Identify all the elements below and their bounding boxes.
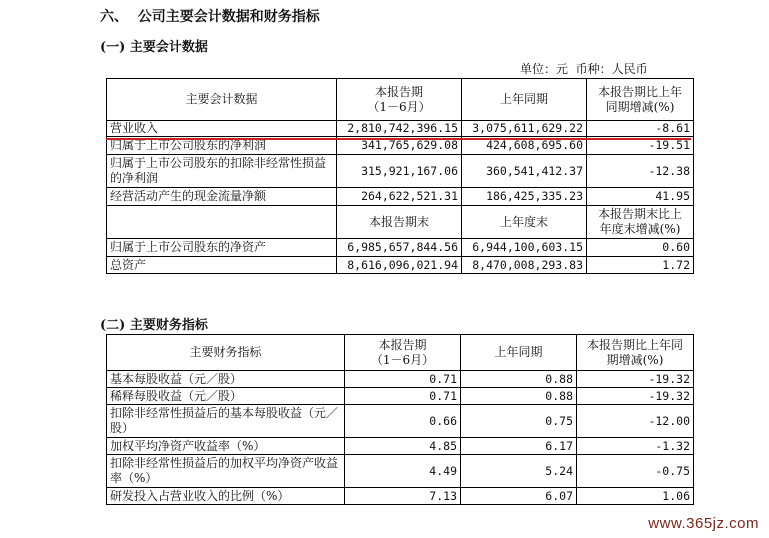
change-value: 0.60 [587, 239, 694, 257]
row-label: 扣除非经常性损益后的基本每股收益（元／股） [107, 405, 345, 438]
row-label: 基本每股收益（元／股） [107, 371, 345, 388]
change-value: -12.00 [577, 405, 694, 438]
current-value: 0.66 [345, 405, 461, 438]
change-value: -12.38 [587, 155, 694, 188]
row-label: 加权平均净资产收益率（%） [107, 438, 345, 455]
header-cell: 上年同期 [462, 79, 587, 121]
current-value: 8,616,096,021.94 [337, 257, 462, 274]
current-value: 0.71 [345, 371, 461, 388]
change-value: -19.32 [577, 371, 694, 388]
row-label: 归属于上市公司股东的净资产 [107, 239, 337, 257]
table-row [107, 188, 694, 206]
current-value: 6,985,657,844.56 [337, 239, 462, 257]
accounting-data-table [106, 78, 694, 274]
change-value: -19.51 [587, 137, 694, 155]
header-cell: 本报告期比上年 同期增减(%) [587, 79, 694, 121]
subsection-accounting-title: (一) 主要会计数据 [100, 40, 208, 55]
table-row [107, 488, 694, 505]
change-value: -0.75 [577, 455, 694, 488]
section-title: 六、 公司主要会计数据和财务指标 [100, 9, 320, 25]
header-cell: 本报告期 （1－6月） [337, 79, 462, 121]
table-row [107, 121, 694, 137]
header-cell: 上年度末 [462, 206, 587, 239]
header-cell: 本报告期 （1－6月） [345, 335, 461, 371]
row-label: 总资产 [107, 257, 337, 274]
row-label: 稀释每股收益（元／股） [107, 388, 345, 405]
prior-value: 186,425,335.23 [462, 188, 587, 206]
prior-value: 6.17 [461, 438, 577, 455]
change-value: 1.72 [587, 257, 694, 274]
current-value: 7.13 [345, 488, 461, 505]
header-cell: 上年同期 [461, 335, 577, 371]
table-row [107, 371, 694, 388]
table-row [107, 239, 694, 257]
change-value: -1.32 [577, 438, 694, 455]
table-row [107, 455, 694, 488]
prior-value: 6,944,100,603.15 [462, 239, 587, 257]
current-value: 4.49 [345, 455, 461, 488]
current-value: 264,622,521.31 [337, 188, 462, 206]
table-header-row [107, 79, 694, 121]
table-subheader-row [107, 206, 694, 239]
header-cell: 主要会计数据 [107, 79, 337, 121]
header-cell: 本报告期末比上 年度末增减(%) [587, 206, 694, 239]
row-label: 经营活动产生的现金流量净额 [107, 188, 337, 206]
prior-value: 0.88 [461, 388, 577, 405]
prior-value: 0.88 [461, 371, 577, 388]
header-cell: 本报告期末 [337, 206, 462, 239]
change-value: -19.32 [577, 388, 694, 405]
table-row [107, 257, 694, 274]
header-cell: 主要财务指标 [107, 335, 345, 371]
prior-value: 3,075,611,629.22 [462, 121, 587, 137]
site-watermark: www.365jz.com [648, 515, 759, 532]
table-row [107, 405, 694, 438]
row-label: 营业收入 [107, 121, 337, 137]
prior-value: 360,541,412.37 [462, 155, 587, 188]
change-value: 41.95 [587, 188, 694, 206]
prior-value: 0.75 [461, 405, 577, 438]
row-label: 研发投入占营业收入的比例（%） [107, 488, 345, 505]
prior-value: 5.24 [461, 455, 577, 488]
header-cell [107, 206, 337, 239]
subsection-financial-title: (二) 主要财务指标 [100, 318, 208, 333]
prior-value: 8,470,008,293.83 [462, 257, 587, 274]
current-value: 341,765,629.08 [337, 137, 462, 155]
table-header-row [107, 335, 694, 371]
current-value: 0.71 [345, 388, 461, 405]
table-row [107, 438, 694, 455]
row-label: 归属于上市公司股东的扣除非经常性损益的净利润 [107, 155, 337, 188]
unit-currency-line: 单位：元 币种：人民币 [520, 62, 648, 76]
row-label: 扣除非经常性损益后的加权平均净资产收益率（%） [107, 455, 345, 488]
change-value: -8.61 [587, 121, 694, 137]
change-value: 1.06 [577, 488, 694, 505]
table-row [107, 155, 694, 188]
row-label: 归属于上市公司股东的净利润 [107, 137, 337, 155]
table-row [107, 388, 694, 405]
prior-value: 6.07 [461, 488, 577, 505]
header-cell: 本报告期比上年同 期增减(%) [577, 335, 694, 371]
current-value: 2,810,742,396.15 [337, 121, 462, 137]
current-value: 315,921,167.06 [337, 155, 462, 188]
highlight-underline [106, 138, 691, 140]
prior-value: 424,608,695.60 [462, 137, 587, 155]
financial-indicators-table [106, 334, 694, 505]
current-value: 4.85 [345, 438, 461, 455]
